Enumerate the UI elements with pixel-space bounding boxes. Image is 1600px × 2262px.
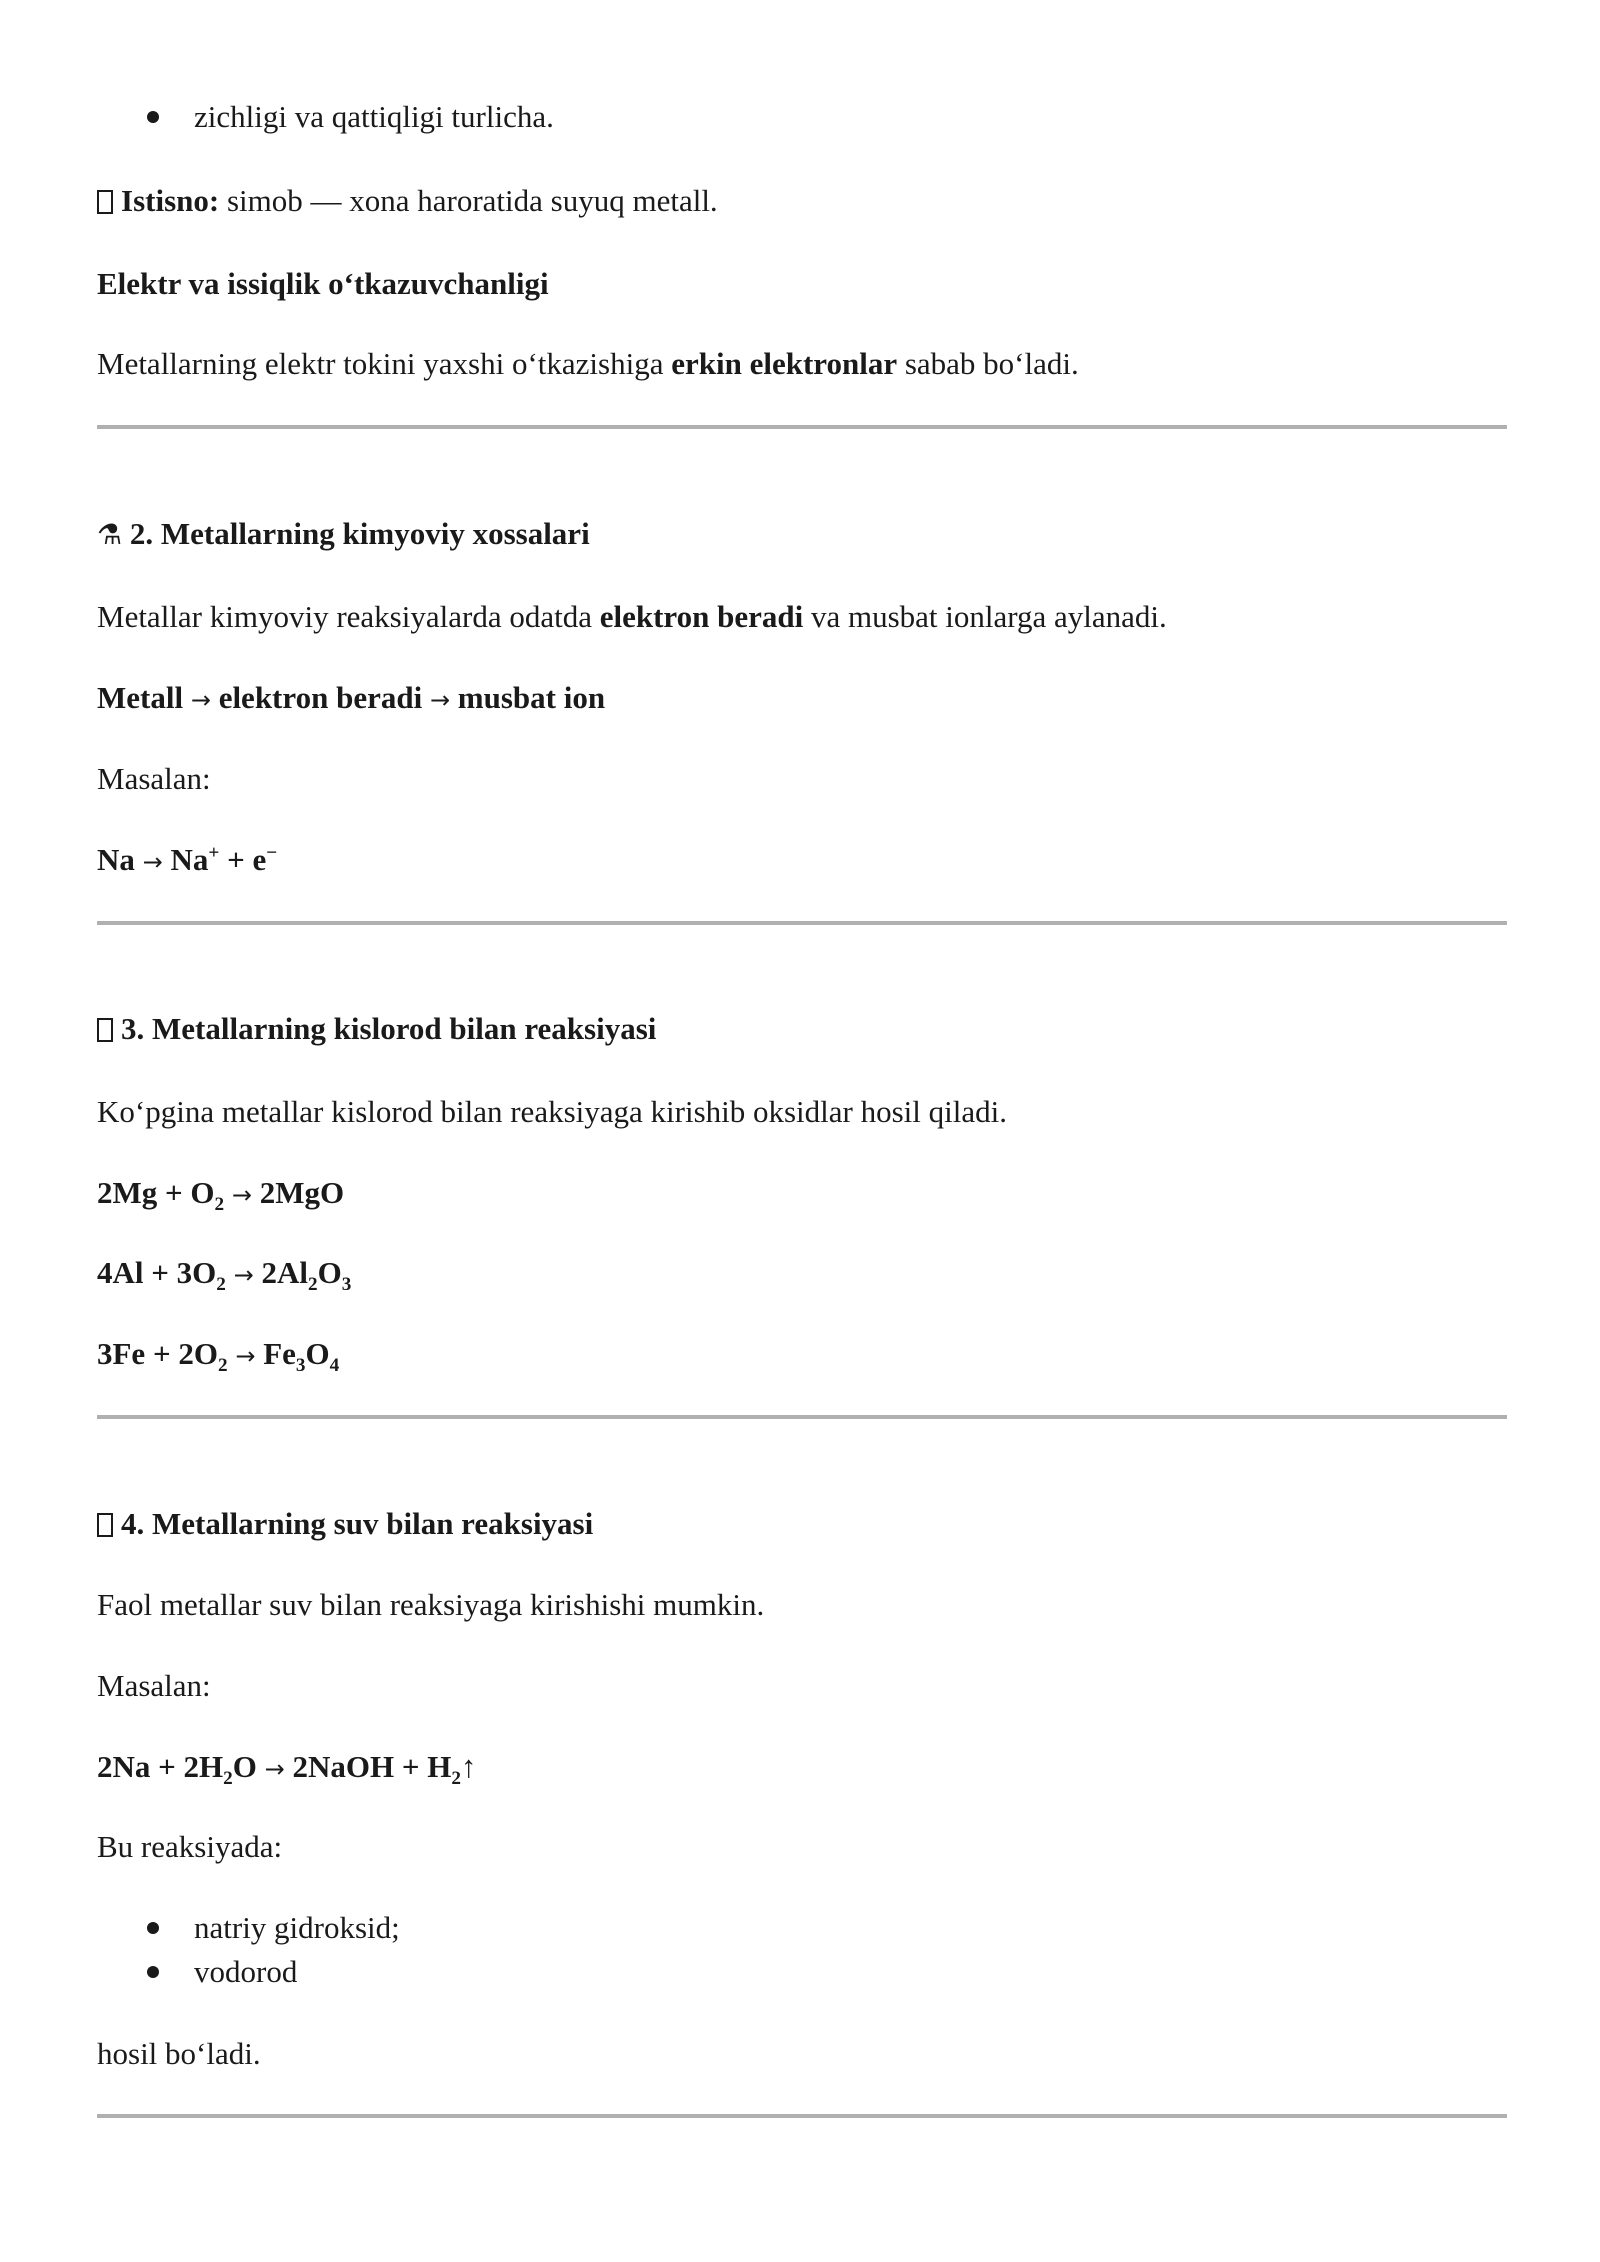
note-paragraph [97, 181, 718, 221]
flask-icon: ⚗ [97, 518, 123, 551]
paragraph: Metallar kimyoviy reaksiyalarda odatda elektron beradi va musbat ionlarga aylanadi. [97, 599, 1167, 634]
bullet-dot [147, 1966, 159, 1978]
note-label: Istisno: [121, 183, 220, 218]
subheading: Elektr va issiqlik o‘tkazuvchanligi [97, 266, 549, 301]
scheme: Metall → elektron beradi → musbat ion [97, 680, 606, 715]
divider [97, 425, 1507, 429]
equation: $4Al + 3O_2 \to 2Al_2O_3$ [97, 1255, 352, 1296]
equation: $3Fe + 2O_2 \to Fe_3O_4$ [97, 1336, 340, 1377]
list-item: vodorod [194, 1954, 298, 1989]
equation: $2Na + 2H_2O$ → 2NaOH + $H_2↑$ [97, 1749, 477, 1790]
example-label: Masalan: [97, 1668, 211, 1703]
divider [97, 1415, 1507, 1419]
section-heading: 3. Metallarning kislorod bilan reaksiyasi [97, 1009, 656, 1049]
missing-glyph-icon [97, 1018, 113, 1042]
note-text: simob — xona haroratida suyuq metall. [219, 183, 718, 218]
list-item: zichligi va qattiqligi turlicha. [194, 99, 554, 134]
divider [97, 2114, 1507, 2118]
missing-glyph-icon [97, 1513, 113, 1537]
section-heading: 4. Metallarning suv bilan reaksiyasi [97, 1504, 593, 1544]
example-label: Masalan: [97, 761, 211, 796]
paragraph: Bu reaksiyada: [97, 1829, 283, 1864]
bullet-dot [147, 111, 159, 123]
paragraph: Ko‘pgina metallar kislorod bilan reaksiyaga kirishib oksidlar hosil qiladi. [97, 1094, 1008, 1129]
equation: $2Mg + O_2 \to 2MgO$ [97, 1175, 345, 1216]
paragraph: Faol metallar suv bilan reaksiyaga kirishishi mumkin. [97, 1587, 765, 1622]
note-icon [97, 190, 113, 214]
paragraph: Metallarning elektr tokini yaxshi o‘tkazishiga erkin elektronlar sabab bo‘ladi. [97, 346, 1079, 381]
divider [97, 921, 1507, 925]
equation: Na → Na+ + e− [97, 842, 278, 877]
list-item: natriy gidroksid; [194, 1910, 400, 1945]
paragraph: hosil bo‘ladi. [97, 2036, 261, 2071]
bullet-dot [147, 1922, 159, 1934]
section-heading: ⚗ 2. Metallarning kimyoviy xossalari [97, 516, 590, 551]
